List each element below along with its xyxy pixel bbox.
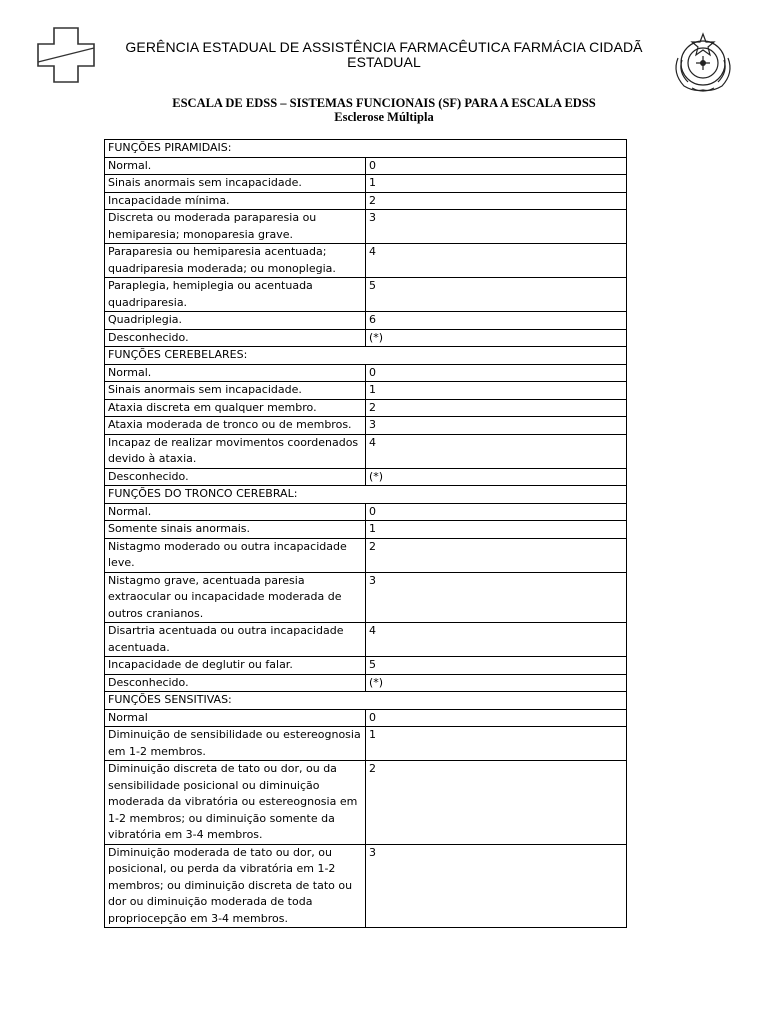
row-description: Sinais anormais sem incapacidade. — [105, 382, 366, 400]
table-row — [105, 157, 627, 175]
row-description: Ataxia discreta em qualquer membro. — [105, 399, 366, 417]
table-row — [105, 175, 627, 193]
row-score: 0 — [366, 503, 627, 521]
table-row — [105, 657, 627, 675]
document-subtitle: Esclerose Múltipla — [334, 110, 434, 124]
section-heading: FUNÇÕES DO TRONCO CEREBRAL: — [105, 486, 627, 504]
table-row — [105, 844, 627, 928]
table-row — [105, 572, 627, 623]
table-row — [105, 244, 627, 278]
table-row — [105, 364, 627, 382]
row-score: 0 — [366, 364, 627, 382]
table-row — [105, 623, 627, 657]
row-description: Disartria acentuada ou outra incapacidade acentuada. — [105, 623, 366, 657]
row-description: Paraplegia, hemiplegia ou acentuada quadriparesia. — [105, 278, 366, 312]
table-row — [105, 538, 627, 572]
row-score: (*) — [366, 329, 627, 347]
table-row — [105, 329, 627, 347]
section-heading-row — [105, 347, 627, 365]
row-score: 3 — [366, 210, 627, 244]
table-row — [105, 417, 627, 435]
table-row — [105, 434, 627, 468]
table-row — [105, 727, 627, 761]
table-row — [105, 192, 627, 210]
row-score: 2 — [366, 399, 627, 417]
row-score: 6 — [366, 312, 627, 330]
row-description: Normal — [105, 709, 366, 727]
section-heading: FUNÇÕES PIRAMIDAIS: — [105, 140, 627, 158]
row-score: 3 — [366, 417, 627, 435]
table-row — [105, 674, 627, 692]
table-row — [105, 210, 627, 244]
section-heading-row — [105, 692, 627, 710]
table-row — [105, 382, 627, 400]
row-description: Incapacidade de deglutir ou falar. — [105, 657, 366, 675]
row-description: Diminuição moderada de tato ou dor, ou posicional, ou perda da vibratória em 1-2 membros; ou diminuição discreta de tato ou dor ou diminuição moderada de toda propriocepção em 3-4 membros. — [105, 844, 366, 928]
table-row — [105, 278, 627, 312]
row-score: 4 — [366, 244, 627, 278]
section-heading: FUNÇÕES SENSITIVAS: — [105, 692, 627, 710]
row-description: Discreta ou moderada paraparesia ou hemiparesia; monoparesia grave. — [105, 210, 366, 244]
state-coat-of-arms-icon — [668, 28, 738, 98]
row-score: 3 — [366, 572, 627, 623]
row-score: 4 — [366, 623, 627, 657]
row-description: Somente sinais anormais. — [105, 521, 366, 539]
table-row — [105, 468, 627, 486]
row-description: Nistagmo grave, acentuada paresia extraocular ou incapacidade moderada de outros cranianos. — [105, 572, 366, 623]
header-title: GERÊNCIA ESTADUAL DE ASSISTÊNCIA FARMACÊUTICA FARMÁCIA CIDADÃ ESTADUAL — [125, 39, 643, 70]
section-heading: FUNÇÕES CEREBELARES: — [105, 347, 627, 365]
table-row — [105, 521, 627, 539]
row-description: Normal. — [105, 157, 366, 175]
row-description: Desconhecido. — [105, 329, 366, 347]
row-score: 1 — [366, 175, 627, 193]
document-title: ESCALA DE EDSS – SISTEMAS FUNCIONAIS (SF) PARA A ESCALA EDSS — [172, 96, 596, 110]
row-score: 1 — [366, 521, 627, 539]
row-score: 2 — [366, 761, 627, 845]
row-score: 2 — [366, 192, 627, 210]
row-score: 4 — [366, 434, 627, 468]
row-description: Incapaz de realizar movimentos coordenados devido à ataxia. — [105, 434, 366, 468]
edss-functional-systems-table — [104, 139, 627, 928]
row-score: 5 — [366, 657, 627, 675]
row-description: Diminuição discreta de tato ou dor, ou da sensibilidade posicional ou diminuição moderada da vibratória ou estereognosia em 1-2 membros; ou diminuição somente da vibratória em 3-4 membros. — [105, 761, 366, 845]
cross-logo-icon — [34, 22, 98, 86]
row-description: Paraparesia ou hemiparesia acentuada; quadriparesia moderada; ou monoplegia. — [105, 244, 366, 278]
row-description: Diminuição de sensibilidade ou estereognosia em 1-2 membros. — [105, 727, 366, 761]
row-description: Desconhecido. — [105, 674, 366, 692]
row-score: 1 — [366, 727, 627, 761]
row-description: Ataxia moderada de tronco ou de membros. — [105, 417, 366, 435]
table-row — [105, 503, 627, 521]
table-row — [105, 761, 627, 845]
row-score: 1 — [366, 382, 627, 400]
section-heading-row — [105, 140, 627, 158]
row-score: 2 — [366, 538, 627, 572]
row-score: (*) — [366, 674, 627, 692]
row-score: 3 — [366, 844, 627, 928]
table-row — [105, 312, 627, 330]
row-description: Nistagmo moderado ou outra incapacidade leve. — [105, 538, 366, 572]
row-score: 5 — [366, 278, 627, 312]
row-score: (*) — [366, 468, 627, 486]
row-description: Normal. — [105, 364, 366, 382]
row-description: Quadriplegia. — [105, 312, 366, 330]
section-heading-row — [105, 486, 627, 504]
row-description: Incapacidade mínima. — [105, 192, 366, 210]
table-row — [105, 709, 627, 727]
row-score: 0 — [366, 709, 627, 727]
row-description: Sinais anormais sem incapacidade. — [105, 175, 366, 193]
row-score: 0 — [366, 157, 627, 175]
row-description: Desconhecido. — [105, 468, 366, 486]
row-description: Normal. — [105, 503, 366, 521]
table-row — [105, 399, 627, 417]
